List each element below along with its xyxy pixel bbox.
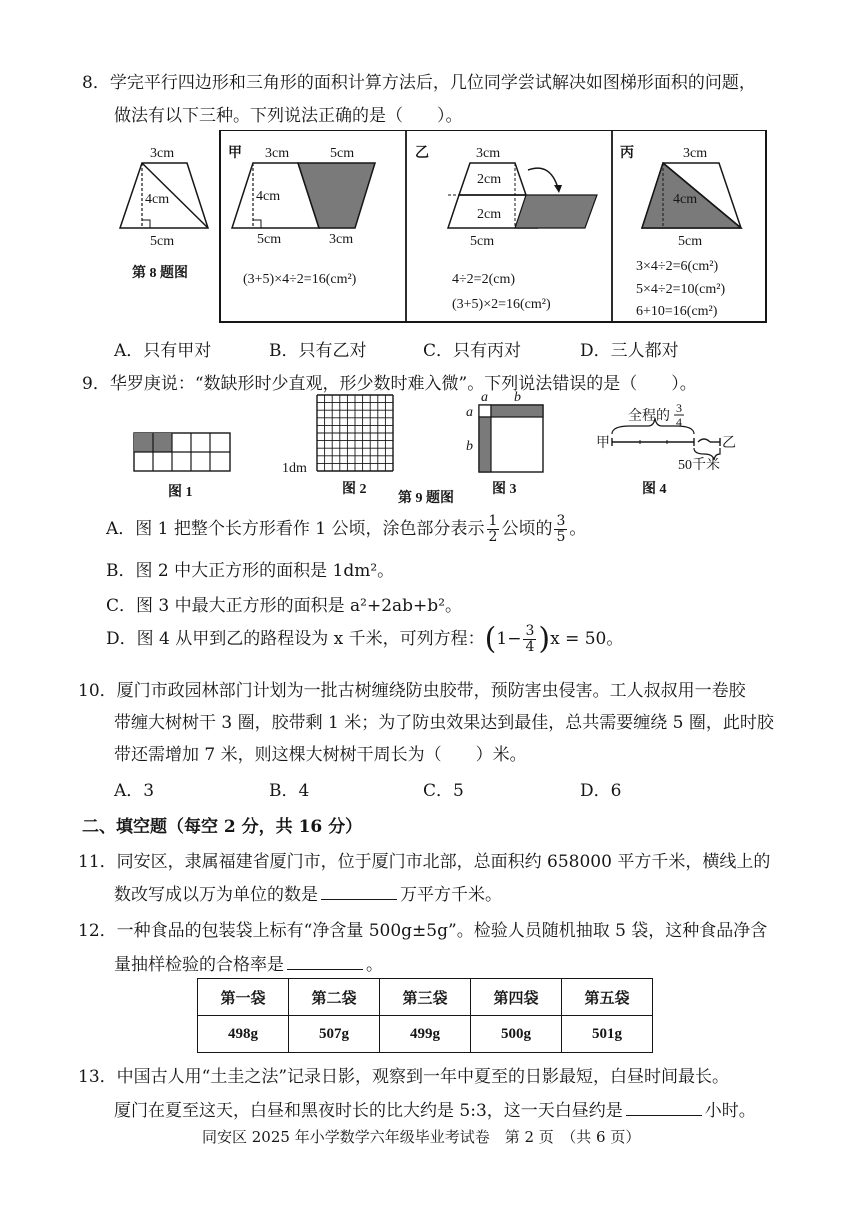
q12-line1: 12．一种食品的包装袋上标有“净含量 500g±5g”。检验人员随机抽取 5 袋，这种食品净含 xyxy=(78,921,768,941)
q9-option-a[interactable] xyxy=(106,508,586,550)
q12-table xyxy=(197,978,653,1053)
q8-fig-caption: 第 8 题图 xyxy=(132,266,188,281)
q9-option-a-frac2-den: 5 xyxy=(556,529,566,545)
q8-jia-panel xyxy=(228,145,375,287)
q12-value-cell: 499g xyxy=(380,1016,471,1053)
q9-fig1 xyxy=(134,433,230,500)
q13-line1: 13．中国古人用“土圭之法”记录日影，观察到一年中夏至的日影最短，白昼时间最长。 xyxy=(78,1067,730,1087)
q8-bing-bottom: 5cm xyxy=(678,234,703,249)
q9-fig3-b-top: b xyxy=(514,390,521,405)
q12-header-cell: 第一袋 xyxy=(198,979,289,1016)
q8-fig-top: 3cm xyxy=(150,146,175,161)
q9-option-a-frac1 xyxy=(487,514,500,545)
q9-figures xyxy=(110,390,750,510)
q9-option-d-pre: D．图 4 从甲到乙的路程设为 x 千米，可列方程： xyxy=(106,629,485,649)
q9-option-a-pre: A．图 1 把整个长方形看作 1 公顷，涂色部分表示 xyxy=(106,519,485,539)
q8-option-c[interactable]: C．只有丙对 xyxy=(423,341,522,361)
q9-option-d-frac-den: 4 xyxy=(525,639,535,655)
q9-fig4-label: 全程的 xyxy=(628,409,670,424)
q8-jia-label: 甲 xyxy=(228,146,242,161)
q8-line2: 做法有以下三种。下列说法正确的是（ ）。 xyxy=(114,106,463,126)
q8-line1: 8．学完平行四边形和三角形的面积计算方法后，几位同学尝试解决如图梯形面积的问题， xyxy=(82,73,756,93)
q10-line1: 10．厦门市政园林部门计划为一批古树缠绕防虫胶带，预防害虫侵害。工人叔叔用一卷胶 xyxy=(78,681,746,701)
q8-bing-label: 丙 xyxy=(620,146,634,161)
q9-option-a-mid: 公顷的 xyxy=(501,519,553,539)
q8-bing-calc2: 5×4÷2=10(cm²) xyxy=(636,282,726,297)
q8-yi-panel xyxy=(415,145,597,312)
page-footer: 同安区 2025 年小学数学六年级毕业考试卷 第 2 页 （共 6 页） xyxy=(202,1128,641,1146)
q12-value-cell: 500g xyxy=(471,1016,562,1053)
q12-header-cell: 第四袋 xyxy=(471,979,562,1016)
q12-value-cell: 498g xyxy=(198,1016,289,1053)
q9-fig3-b-side: b xyxy=(466,439,473,454)
q12-line2-post: 。 xyxy=(366,955,383,975)
q8-bing-panel xyxy=(620,145,741,319)
q9-fig3-a-side: a xyxy=(466,405,473,420)
q12-header-cell: 第二袋 xyxy=(289,979,380,1016)
q9-fig4-dist: 50千米 xyxy=(678,458,720,473)
q10-option-c[interactable]: C．5 xyxy=(423,781,464,801)
q9-option-a-frac2 xyxy=(554,514,567,545)
q9-option-b[interactable]: B．图 2 中大正方形的面积是 1dm²。 xyxy=(106,561,395,581)
q12-table-value-row xyxy=(198,1016,653,1053)
q9-fig3-a-top: a xyxy=(481,390,488,405)
q8-figures xyxy=(110,130,770,330)
q10-option-a[interactable]: A．3 xyxy=(114,781,155,801)
q12-header-cell: 第三袋 xyxy=(380,979,471,1016)
q12-value-cell: 507g xyxy=(289,1016,380,1053)
q10-line2: 带缠大树树干 3 圈，胶带剩 1 米；为了防虫效果达到最佳，总共需要缠绕 5 圈，此时胶 xyxy=(114,713,774,733)
q9-fig4-num: 3 xyxy=(676,401,682,415)
q9-fig3 xyxy=(466,390,543,497)
q10-line3: 带还需增加 7 米，则这棵大树树干周长为（ ）米。 xyxy=(114,745,527,765)
q9-option-c[interactable]: C．图 3 中最大正方形的面积是 a²+2ab+b²。 xyxy=(106,596,463,616)
q9-line1: 9．华罗庚说：“数缺形时少直观，形少数时难入微”。下列说法错误的是（ ）。 xyxy=(82,374,697,394)
q8-yi-calc1: 4÷2=2(cm) xyxy=(452,272,516,287)
q9-fig4-den: 4 xyxy=(676,415,682,429)
q8-bing-calc3: 6+10=16(cm²) xyxy=(636,304,718,319)
q8-yi-calc2: (3+5)×2=16(cm²) xyxy=(452,297,551,312)
q8-main-figure xyxy=(120,146,208,281)
q9-option-a-end: 。 xyxy=(569,519,587,539)
q8-yi-top: 3cm xyxy=(476,146,501,161)
q9-option-d[interactable]: D．图 4 从甲到乙的路程设为 x 千米，可列方程：(1− $\frac{3}{4}$ )x = 50。 xyxy=(106,621,624,657)
q8-option-b[interactable]: B．只有乙对 xyxy=(269,341,367,361)
q13-line2 xyxy=(114,1096,756,1121)
section-heading: 二、填空题（每空 2 分，共 16 分） xyxy=(82,817,363,837)
q9-fig4-caption: 图 4 xyxy=(642,482,667,497)
q9-option-a-frac1-num: 1 xyxy=(488,513,498,529)
q9-fig4-end: 乙 xyxy=(722,436,736,451)
q11-answer-blank[interactable] xyxy=(321,885,397,900)
q9-option-d-frac-num: 3 xyxy=(525,623,535,639)
q11-line2-pre: 数改写成以万为单位的数是 xyxy=(114,885,318,905)
q8-yi-lower-h: 2cm xyxy=(477,207,502,222)
q9-option-d-frac xyxy=(523,624,536,655)
q8-jia-top-left: 3cm xyxy=(265,146,290,161)
q11-line2-post: 万平方千米。 xyxy=(400,885,502,905)
q8-option-a[interactable]: A．只有甲对 xyxy=(114,341,212,361)
q11-line2 xyxy=(114,880,502,905)
q8-jia-height: 4cm xyxy=(256,189,281,204)
q13-line2-post: 小时。 xyxy=(704,1101,756,1121)
q8-yi-upper-h: 2cm xyxy=(477,172,502,187)
q12-answer-blank[interactable] xyxy=(287,955,363,970)
q9-option-d-end: x = 50。 xyxy=(550,629,624,649)
q12-header-cell: 第五袋 xyxy=(562,979,653,1016)
q9-option-a-frac1-den: 2 xyxy=(488,529,498,545)
q9-option-a-frac2-num: 3 xyxy=(556,513,566,529)
q8-yi-label: 乙 xyxy=(415,146,429,161)
q9-fig2 xyxy=(282,395,454,506)
q9-fig1-caption: 图 1 xyxy=(168,485,193,500)
q12-line2 xyxy=(114,950,383,975)
q8-jia-top-right: 5cm xyxy=(330,146,355,161)
q8-jia-calc: (3+5)×4÷2=16(cm²) xyxy=(243,272,357,287)
q13-line2-pre: 厦门在夏至这天，白昼和黑夜时长的比大约是 5:3，这一天白昼约是 xyxy=(114,1101,623,1121)
q12-line2-pre: 量抽样检验的合格率是 xyxy=(114,955,284,975)
q9-fig4 xyxy=(596,401,736,497)
q9-fig3-caption: 图 3 xyxy=(492,482,517,497)
q8-bing-height: 4cm xyxy=(673,192,698,207)
q9-fig-caption: 第 9 题图 xyxy=(398,491,454,506)
q12-value-cell: 501g xyxy=(562,1016,653,1053)
q8-bing-top: 3cm xyxy=(683,146,708,161)
q8-fig-bottom: 5cm xyxy=(150,234,175,249)
q8-bing-calc1: 3×4÷2=6(cm²) xyxy=(636,259,719,274)
q8-option-d[interactable]: D．三人都对 xyxy=(580,341,679,361)
q12-table-header-row xyxy=(198,979,653,1016)
q10-option-d[interactable]: D．6 xyxy=(580,781,622,801)
q8-jia-bottom-right: 3cm xyxy=(329,232,354,247)
q9-fig2-caption: 图 2 xyxy=(342,482,367,497)
q9-option-d-one: 1− xyxy=(496,629,522,649)
q13-answer-blank[interactable] xyxy=(626,1101,702,1116)
q9-fig4-start: 甲 xyxy=(596,436,610,451)
q9-fig2-side: 1dm xyxy=(282,461,307,476)
q10-option-b[interactable]: B．4 xyxy=(269,781,310,801)
q8-yi-bottom: 5cm xyxy=(470,234,495,249)
q8-jia-bottom-left: 5cm xyxy=(257,232,282,247)
q11-line1: 11．同安区，隶属福建省厦门市，位于厦门市北部，总面积约 658000 平方千米，横线上的 xyxy=(78,852,771,872)
q8-fig-height: 4cm xyxy=(145,192,170,207)
